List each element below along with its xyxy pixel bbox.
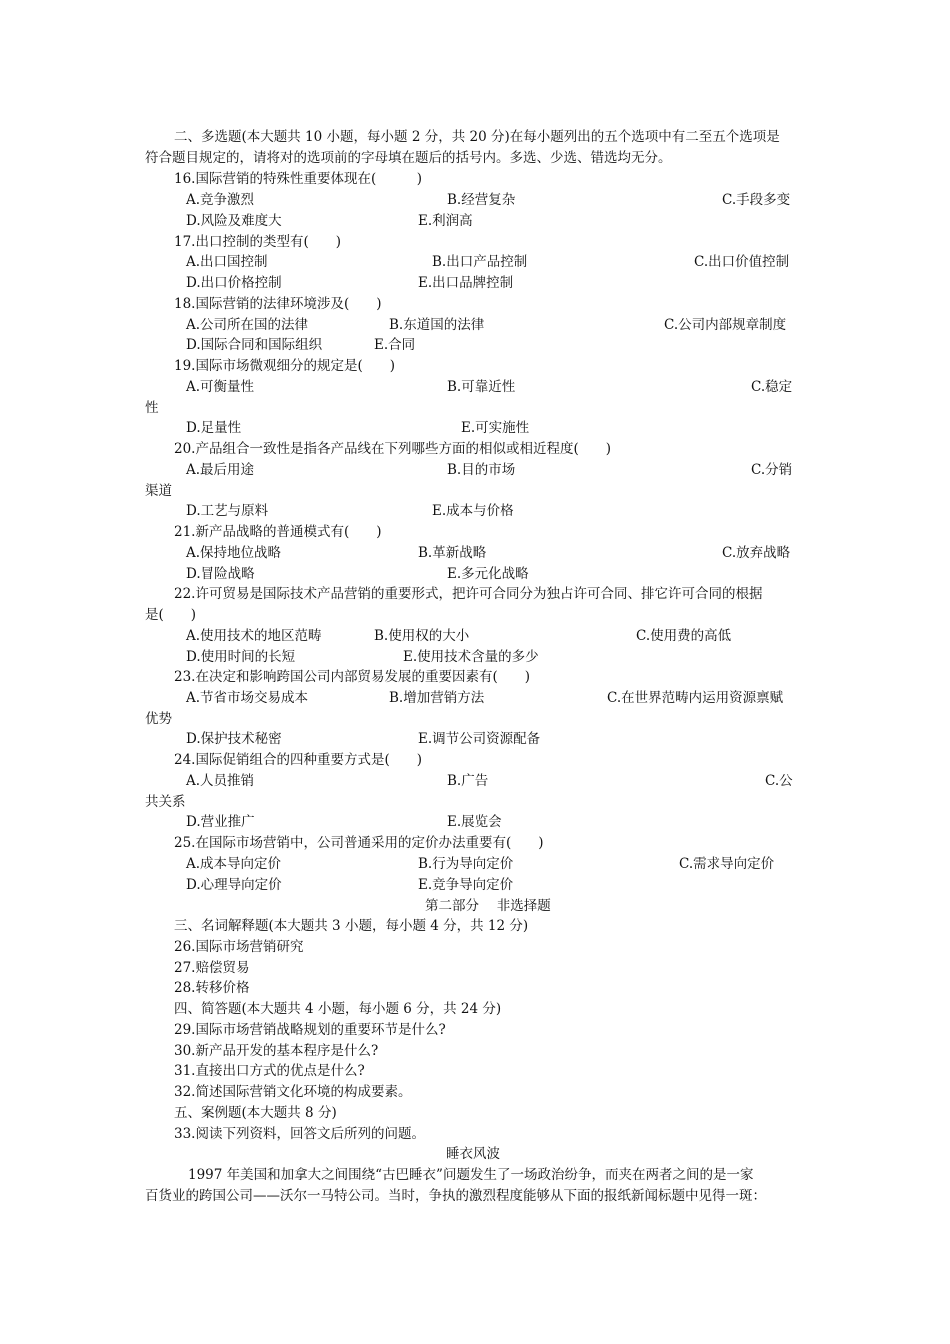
q31-item: 31.直接出口方式的优点是什么?: [174, 1063, 365, 1079]
q18-option-d: D.国际合同和国际组织: [186, 337, 323, 353]
q17-option-a: A.出口国控制: [186, 254, 268, 270]
q20-option-a: A.最后用途: [186, 462, 255, 478]
q22-option-c: C.使用费的高低: [636, 628, 732, 644]
q19-option-e: E.可实施性: [461, 420, 530, 436]
q25-option-c: C.需求导向定价: [679, 856, 775, 872]
q21-option-c: C.放弃战略: [722, 545, 791, 561]
q28-item: 28.转移价格: [174, 980, 250, 996]
case-paragraph-cont: 百货业的跨国公司——沃尔一马特公司。当时，争执的激烈程度能够从下面的报纸新闻标题中见得一斑：: [145, 1188, 766, 1204]
q19-option-c: C.稳定: [751, 379, 793, 395]
q25-option-b: B.行为导向定价: [418, 856, 514, 872]
q22-option-a: A.使用技术的地区范畴: [186, 628, 322, 644]
section5-heading: 五、案例题(本大题共 8 分): [174, 1105, 337, 1121]
section2-heading-cont: 符合题目规定的，请将对的选项前的字母填在题后的括号内。多选、少选、错选均无分。: [145, 150, 672, 166]
q16-stem: 16.国际营销的特殊性重要体现在( ): [174, 171, 423, 187]
q24-option-a: A.人员推销: [186, 773, 255, 789]
q21-option-b: B.革新战略: [418, 545, 487, 561]
q17-option-e: E.出口品牌控制: [418, 275, 514, 291]
q25-option-a: A.成本导向定价: [186, 856, 282, 872]
q17-option-c: C.出口价值控制: [694, 254, 790, 270]
q24-option-c-cont: 共关系: [145, 794, 186, 810]
section4-heading: 四、简答题(本大题共 4 小题，每小题 6 分，共 24 分): [174, 1001, 502, 1017]
q20-option-c: C.分销: [751, 462, 793, 478]
q18-option-c: C.公司内部规章制度: [664, 317, 787, 333]
q16-option-b: B.经营复杂: [447, 192, 516, 208]
q18-option-e: E.合同: [374, 337, 416, 353]
q20-option-d: D.工艺与原料: [186, 503, 269, 519]
q18-option-b: B.东道国的法律: [389, 317, 485, 333]
q33-item: 33.阅读下列资料，回答文后所列的问题。: [174, 1126, 425, 1142]
q22-stem-cont: 是( ): [145, 607, 197, 623]
q24-option-c: C.公: [765, 773, 793, 789]
q17-option-d: D.出口价格控制: [186, 275, 282, 291]
q23-stem: 23.在决定和影响跨国公司内部贸易发展的重要因素有( ): [174, 669, 531, 685]
q23-option-e: E.调节公司资源配备: [418, 731, 541, 747]
q20-option-c-cont: 渠道: [145, 483, 172, 499]
q24-stem: 24.国际促销组合的四种重要方式是( ): [174, 752, 423, 768]
q16-option-d: D.风险及难度大: [186, 213, 282, 229]
q21-option-d: D.冒险战略: [186, 566, 255, 582]
q20-stem: 20.产品组合一致性是指各产品线在下列哪些方面的相似或相近程度( ): [174, 441, 612, 457]
q26-item: 26.国际市场营销研究: [174, 939, 304, 955]
q22-option-d: D.使用时间的长短: [186, 649, 296, 665]
part2-title: 第二部分 非选择题: [425, 898, 551, 914]
q22-option-b: B.使用权的大小: [374, 628, 470, 644]
q21-option-e: E.多元化战略: [447, 566, 529, 582]
q23-option-d: D.保护技术秘密: [186, 731, 282, 747]
q30-item: 30.新产品开发的基本程序是什么?: [174, 1043, 379, 1059]
q16-option-a: A.竞争激烈: [186, 192, 255, 208]
q20-option-e: E.成本与价格: [432, 503, 514, 519]
q25-stem: 25.在国际市场营销中，公司普通采用的定价办法重要有( ): [174, 835, 544, 851]
q22-stem: 22.许可贸易是国际技术产品营销的重要形式，把许可合同分为独占许可合同、排它许可合同的根据: [174, 586, 763, 602]
q29-item: 29.国际市场营销战略规划的重要环节是什么?: [174, 1022, 446, 1038]
q23-option-c: C.在世界范畴内运用资源禀赋: [607, 690, 784, 706]
q17-stem: 17.出口控制的类型有( ): [174, 234, 342, 250]
q25-option-d: D.心理导向定价: [186, 877, 282, 893]
q21-stem: 21.新产品战略的普通模式有( ): [174, 524, 382, 540]
q32-item: 32.简述国际营销文化环境的构成要素。: [174, 1084, 412, 1100]
q19-option-d: D.足量性: [186, 420, 242, 436]
q16-option-e: E.利润高: [418, 213, 473, 229]
q23-option-b: B.增加营销方法: [389, 690, 485, 706]
q17-option-b: B.出口产品控制: [432, 254, 528, 270]
q16-option-c: C.手段多变: [722, 192, 791, 208]
q18-option-a: A.公司所在国的法律: [186, 317, 309, 333]
section2-heading: 二、多选题(本大题共 10 小题，每小题 2 分，共 20 分)在每小题列出的五个选项中有二至五个选项是: [174, 129, 780, 145]
q19-option-c-cont: 性: [145, 400, 159, 416]
q23-option-c-cont: 优势: [145, 711, 172, 727]
case-title: 睡衣风波: [446, 1146, 500, 1162]
q23-option-a: A.节省市场交易成本: [186, 690, 309, 706]
q22-option-e: E.使用技术含量的多少: [403, 649, 539, 665]
q24-option-b: B.广告: [447, 773, 489, 789]
section3-heading: 三、名词解释题(本大题共 3 小题，每小题 4 分，共 12 分): [174, 918, 529, 934]
q25-option-e: E.竞争导向定价: [418, 877, 514, 893]
q18-stem: 18.国际营销的法律环境涉及( ): [174, 296, 382, 312]
q19-option-a: A.可衡量性: [186, 379, 255, 395]
q24-option-e: E.展览会: [447, 814, 502, 830]
q19-option-b: B.可靠近性: [447, 379, 516, 395]
q20-option-b: B.目的市场: [447, 462, 516, 478]
q21-option-a: A.保持地位战略: [186, 545, 282, 561]
q24-option-d: D.营业推广: [186, 814, 255, 830]
case-paragraph: 1997 年美国和加拿大之间围绕“古巴睡衣”问题发生了一场政治纷争，而夹在两者之间的是一家: [188, 1167, 754, 1183]
q19-stem: 19.国际市场微观细分的规定是( ): [174, 358, 396, 374]
q27-item: 27.赔偿贸易: [174, 960, 250, 976]
